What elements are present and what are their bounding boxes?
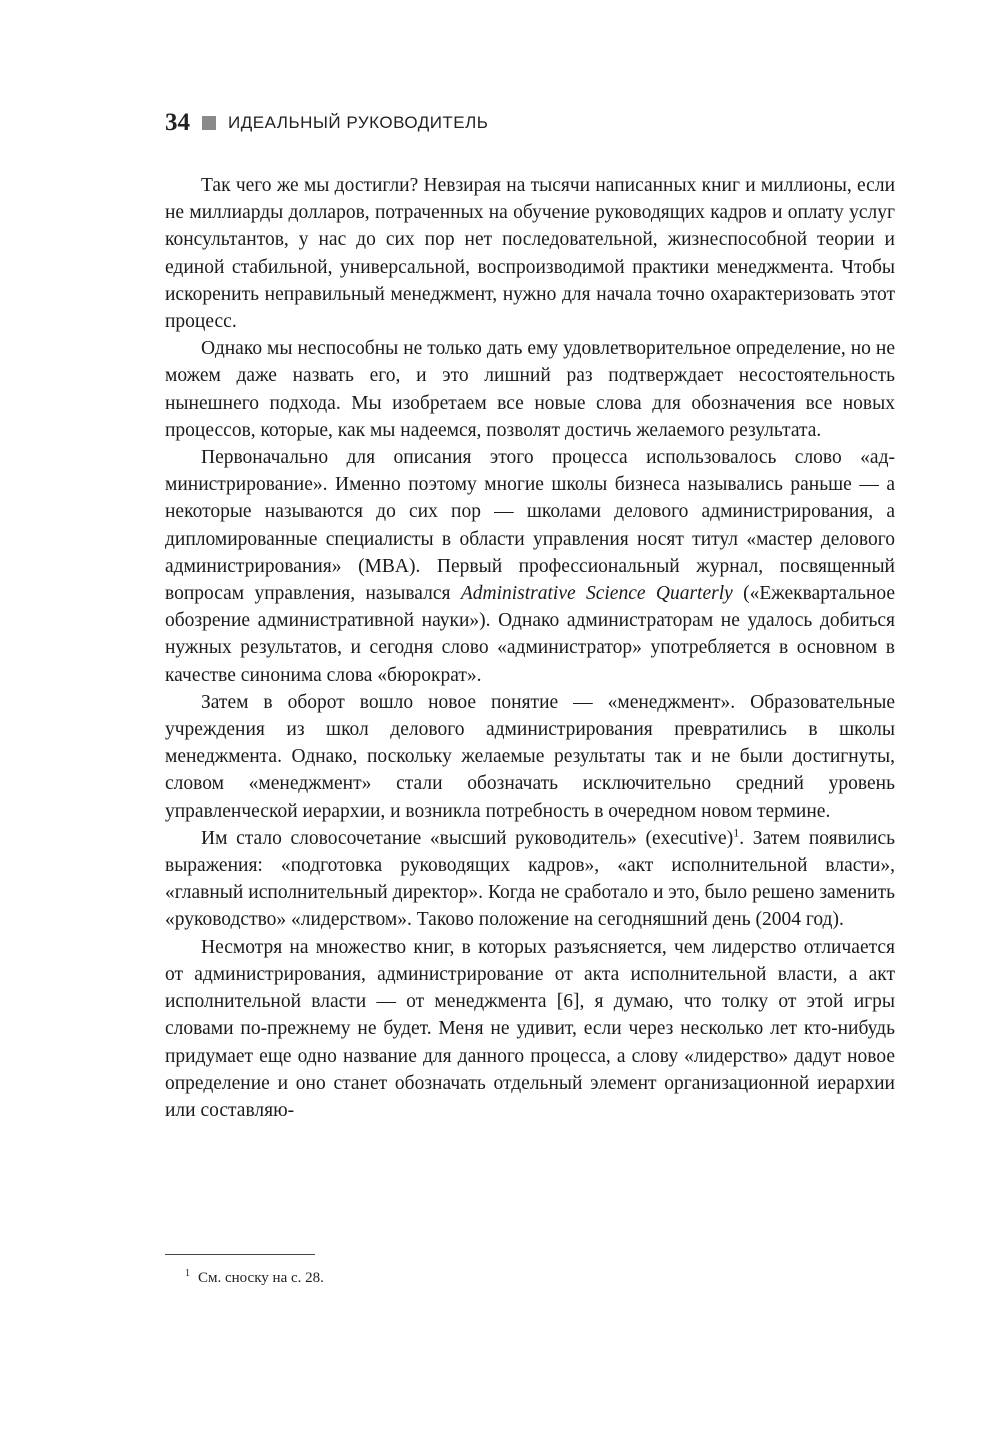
paragraph: Несмотря на множество книг, в которых разъясняется, чем лидерство отличается от администрирования, администрирование от акта исполнительной власти, а акт исполнительной власти — от менеджмента [6], я думаю, что толку от этой игры словами по-прежнему не будет. Меня не удивит, если через несколько лет кто-нибудь придумает еще одно название для данного процесса, а слову «лидерство» дадут новое определение и оно станет обозначать отдельный элемент организационной иерархии или составляю-	[165, 936, 895, 1121]
footnote-text: См. сноску на с. 28.	[198, 1270, 324, 1286]
paragraph	[165, 335, 895, 444]
footnote-separator	[165, 1254, 315, 1255]
footnote-marker: 1	[185, 1268, 190, 1279]
paragraph-text: Им стало словосочетание «высший руководитель» (executive)	[201, 827, 734, 849]
paragraph-text: Однако мы неспособны не только дать ему удовлетворительное определение, но не можем даже назвать его, и это лишний раз подтверждает несостоятельность нынешнего подхода. Мы изобретаем все новые слова для обозначения все новых процессов, которые, как мы надеемся, позволят достичь желаемого результата.	[165, 338, 895, 441]
body-text	[165, 172, 895, 1124]
paragraph	[165, 825, 895, 934]
footnote	[185, 1263, 885, 1289]
paragraph-text: Первоначально для описания этого процесса использовалось слово «администрирование». Именно поэтому многие школы бизнеса назывались раньше — а некоторые называются до сих пор — школами делового администрирования, а дипломированные специалисты в области управления носят титул «мастер делового администрирования» (MBA). Первый профессиональный журнал, посвященный вопросам управления, назывался	[165, 447, 895, 605]
paragraph	[165, 444, 895, 689]
paragraph-text: («Ежеквартальное обозрение административной науки»). Однако администраторам не удалось добиться нужных результатов, и сегодня слово «администратор» употребляется в основном в качестве синонима слова «бюрократ».	[165, 583, 896, 686]
paragraph: Так чего же мы достигли? Невзирая на тысячи написанных книг и миллионы, если не миллиарды долларов, потраченных на обучение руководящих кадров и оплату услуг консультантов, у нас до сих пор нет последовательной, жизнеспособной теории и единой стабильной, универсальной, воспроизводимой практики менеджмента. Чтобы искоренить неправильный менеджмент, нужно для начала точно охарактеризовать этот процесс.	[165, 175, 895, 333]
header-square-ornament	[202, 116, 216, 130]
page-number: 34	[165, 109, 190, 136]
journal-title: Administrative Science Quarterly	[460, 583, 733, 605]
paragraph-text: . Затем появились выражения: «подготовка руководящих кадров», «акт исполнительной власти», «главный исполнительный директор». Когда не сработало и это, было решено заменить «руководство» «лидерством». Таково положение на сегодняшний день (2004 год).	[165, 827, 895, 931]
paragraph: Затем в оборот вошло новое понятие — «менеджмент». Образовательные учреждения из школ делового администрирования превратились в школы менеджмента. Однако, поскольку желаемые результаты так и не были достигнуты, словом «менеджмент» стали обозначать исключительно средний уровень управленческой иерархии, и возникла потребность в очередном новом термине.	[165, 691, 895, 822]
running-header	[165, 108, 895, 138]
book-title: ИДЕАЛЬНЫЙ РУКОВОДИТЕЛЬ	[228, 113, 489, 132]
footnote-reference[interactable]: 1	[733, 825, 740, 840]
